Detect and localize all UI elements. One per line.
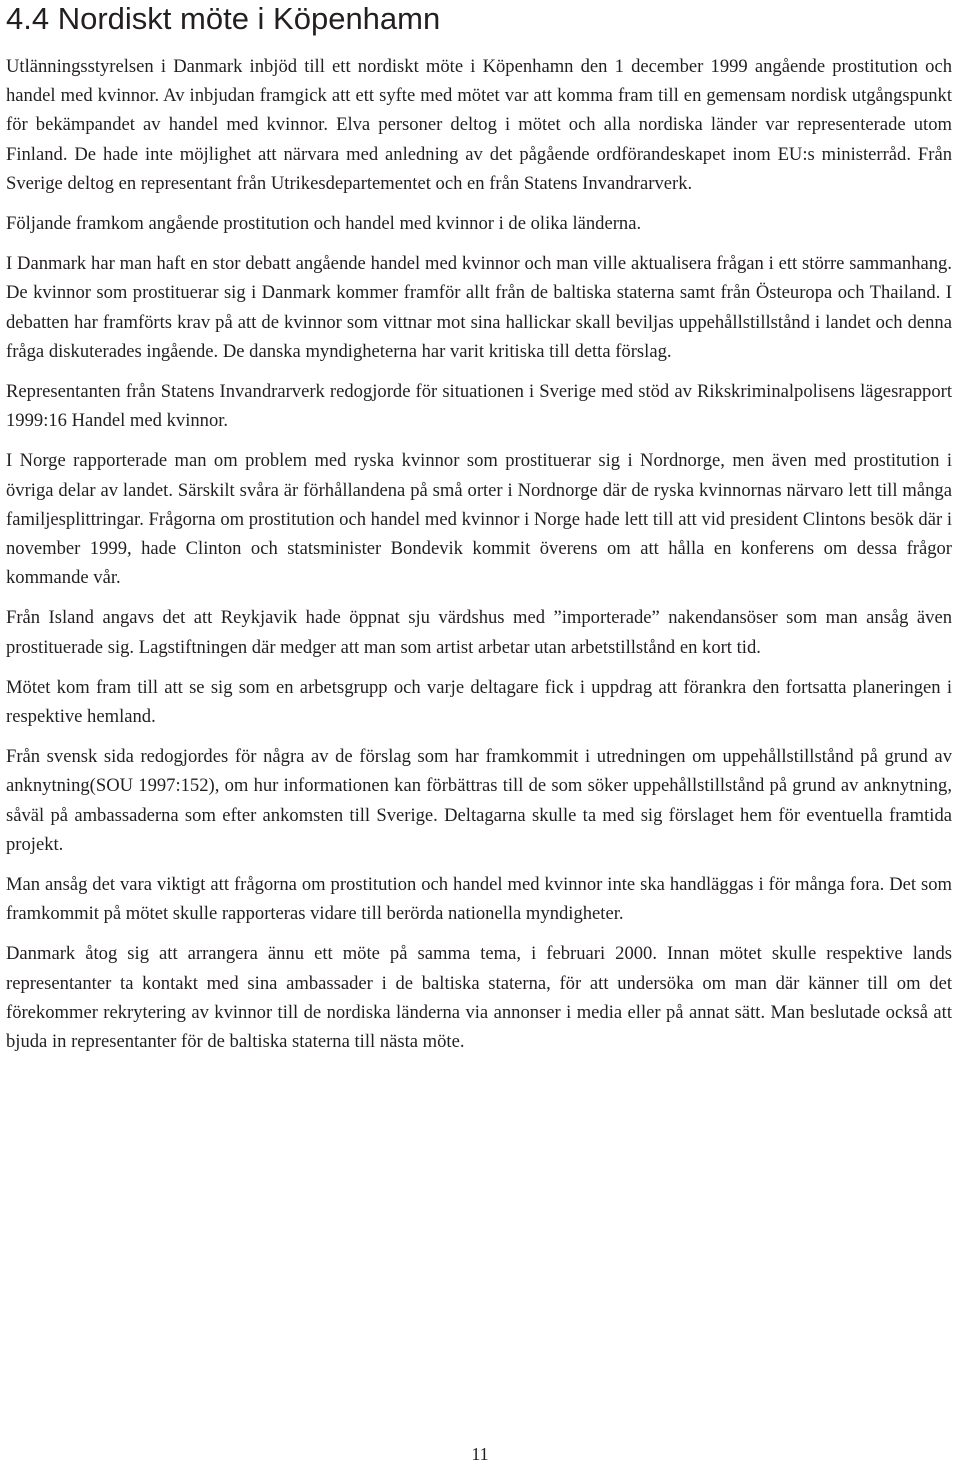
paragraph-fora: Man ansåg det vara viktigt att frågorna om prostitution och handel med kvinnor inte ska handläggas i för många fora. Det som framkommit på mötet skulle rapporteras vidare till berörda nationella myndigheter. — [6, 874, 952, 925]
paragraph-overview: Följande framkom angående prostitution och handel med kvinnor i de olika länderna. — [6, 213, 642, 235]
paragraph-swedish-proposals: Från svensk sida redogjordes för några av de förslag som har framkommit i utredningen om uppehållstillstånd på grund av anknytning(SOU 1997:152), om hur informationen kan förbättras till de som söker uppehållstillstånd på grund av anknytning, såväl på ambassaderna som efter ankomsten till Sverige. Deltagarna skulle ta med sig förslaget hem för eventuella framtida projekt. — [6, 746, 952, 855]
paragraph-next-meeting: Danmark åtog sig att arrangera ännu ett möte på samma tema, i februari 2000. Innan mötet skulle respektive lands representanter ta kontakt med sina ambassader i de baltiska staterna, för att undersöka om man där känner till om det förekommer rekrytering av kvinnor till de nordiska länderna via annonser i media eller på annat sätt. Man beslutade också att bjuda in representanter för de baltiska staterna till nästa möte. — [6, 943, 952, 1053]
paragraph-iceland: Från Island angavs det att Reykjavik hade öppnat sju värdshus med ”importerade” nakendansöser som man ansåg även prostituerade sig. Lagstiftningen där medger att man som artist arbetar utan arbetstillstånd en kort tid. — [6, 607, 952, 658]
paragraph-intro: Utlänningsstyrelsen i Danmark inbjöd till ett nordiskt möte i Köpenhamn den 1 december 1999 angående prostitution och handel med kvinnor. Av inbjudan framgick att ett syfte med mötet var att komma fram till en gemensam nordisk utgångspunkt för bekämpandet av handel med kvinnor. Elva personer deltog i mötet och alla nordiska länder var representerade utom Finland. De hade inte möjlighet att närvara med anledning av det pågående ordförandeskapet inom EU:s ministerråd. Från Sverige deltog en representant från Utrikesdepartementet och en från Statens Invandrarverk. — [6, 56, 952, 194]
document-page — [6, 0, 952, 1056]
paragraph-denmark: I Danmark har man haft en stor debatt angående handel med kvinnor och man ville aktualisera frågan i ett större sammanhang. De kvinnor som prostituerar sig i Danmark kommer framför allt från de baltiska staterna samt från Östeuropa och Thailand. I debatten har framförts krav på att de kvinnor som vittnar mot sina hallickar skall beviljas uppehållstillstånd i landet och denna fråga diskuterades ingående. De danska myndigheterna har varit kritiska till detta förslag. — [6, 253, 952, 362]
section-heading: 4.4 Nordiskt möte i Köpenhamn — [6, 1, 441, 36]
page-number: 11 — [471, 1444, 489, 1464]
paragraph-sweden: Representanten från Statens Invandrarverk redogjorde för situationen i Sverige med stöd av Rikskriminalpolisens lägesrapport 1999:16 Handel med kvinnor. — [6, 381, 952, 432]
paragraph-norway: I Norge rapporterade man om problem med ryska kvinnor som prostituerar sig i Nordnorge, men även med prostitution i övriga delar av landet. Särskilt svåra är förhållandena på små orter i Nordnorge där de ryska kvinnornas närvaro lett till många familjesplittringar. Frågorna om prostitution och handel med kvinnor i Norge hade lett till att vid president Clintons besök där i november 1999, hade Clinton och statsminister Bondevik kommit överens om att hålla en konferens om dessa frågor kommande vår. — [6, 450, 952, 589]
paragraph-working-group: Mötet kom fram till att se sig som en arbetsgrupp och varje deltagare fick i uppdrag att förankra den fortsatta planeringen i respektive hemland. — [6, 676, 952, 728]
